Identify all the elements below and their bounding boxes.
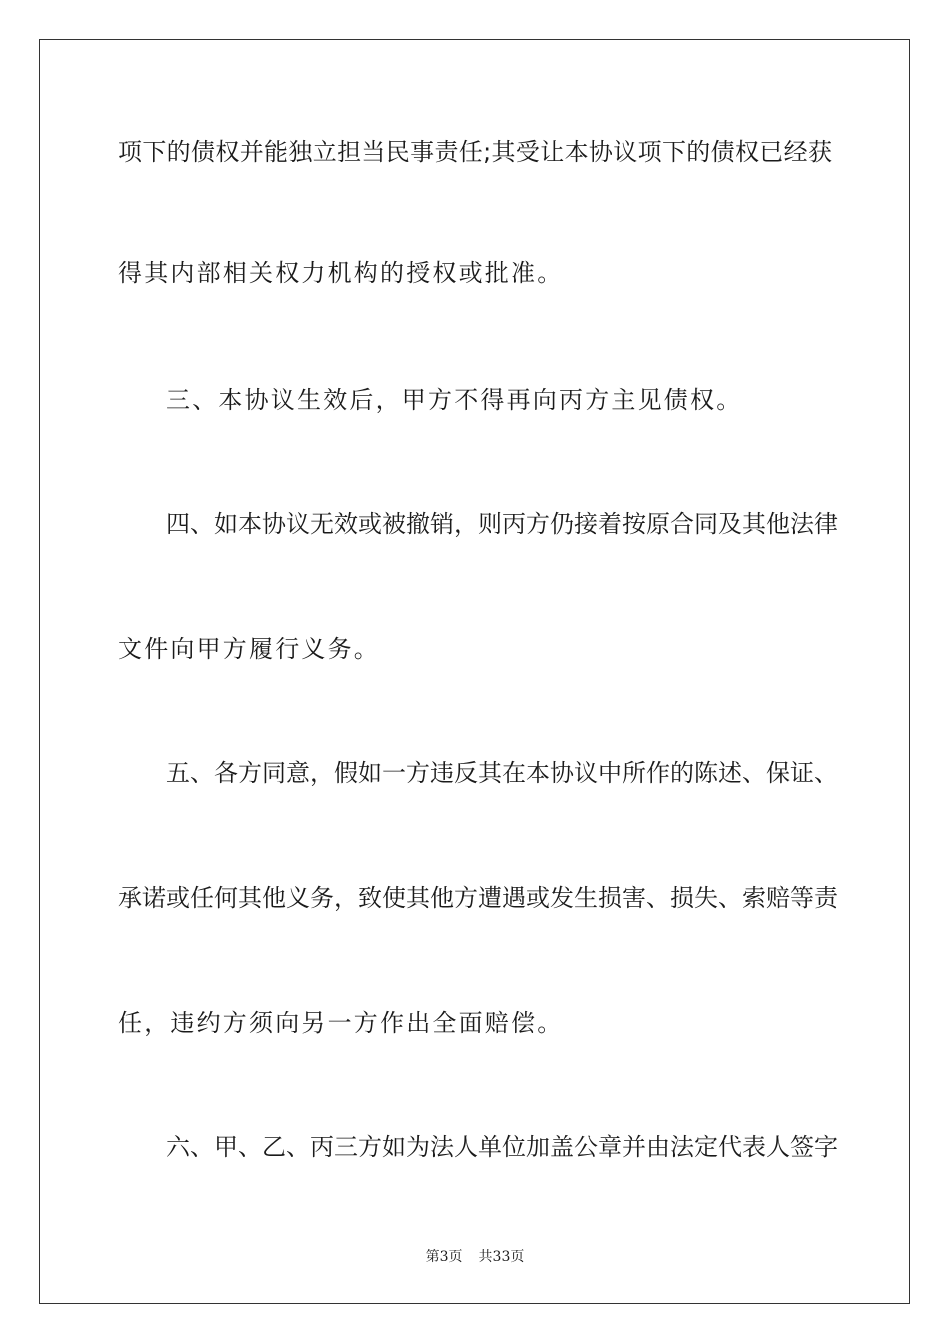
paragraph-5-line-3: 任，违约方须向另一方作出全面赔偿。 — [118, 1009, 564, 1037]
page-border — [39, 39, 910, 1304]
text-line-1: 项下的债权并能独立担当民事责任;其受让本协议项下的债权已经获 — [118, 138, 832, 166]
paragraph-5-line-1: 五、各方同意，假如一方违反其在本协议中所作的陈述、保证、 — [166, 759, 838, 787]
paragraph-4-line-1: 四、如本协议无效或被撤销，则丙方仍接着按原合同及其他法律 — [166, 510, 838, 538]
page-footer — [0, 1248, 950, 1266]
page-number: 第3页 — [425, 1249, 463, 1265]
paragraph-6-line-1: 六、甲、乙、丙三方如为法人单位加盖公章并由法定代表人签字 — [166, 1133, 838, 1161]
paragraph-4-line-2: 文件向甲方履行义务。 — [118, 635, 380, 663]
total-pages: 共33页 — [478, 1249, 525, 1265]
text-line-2: 得其内部相关权力机构的授权或批准。 — [118, 259, 564, 287]
paragraph-5-line-2: 承诺或任何其他义务，致使其他方遭遇或发生损害、损失、索赔等责 — [118, 884, 838, 912]
paragraph-3-line-1: 三、本协议生效后，甲方不得再向丙方主见债权。 — [166, 386, 743, 414]
